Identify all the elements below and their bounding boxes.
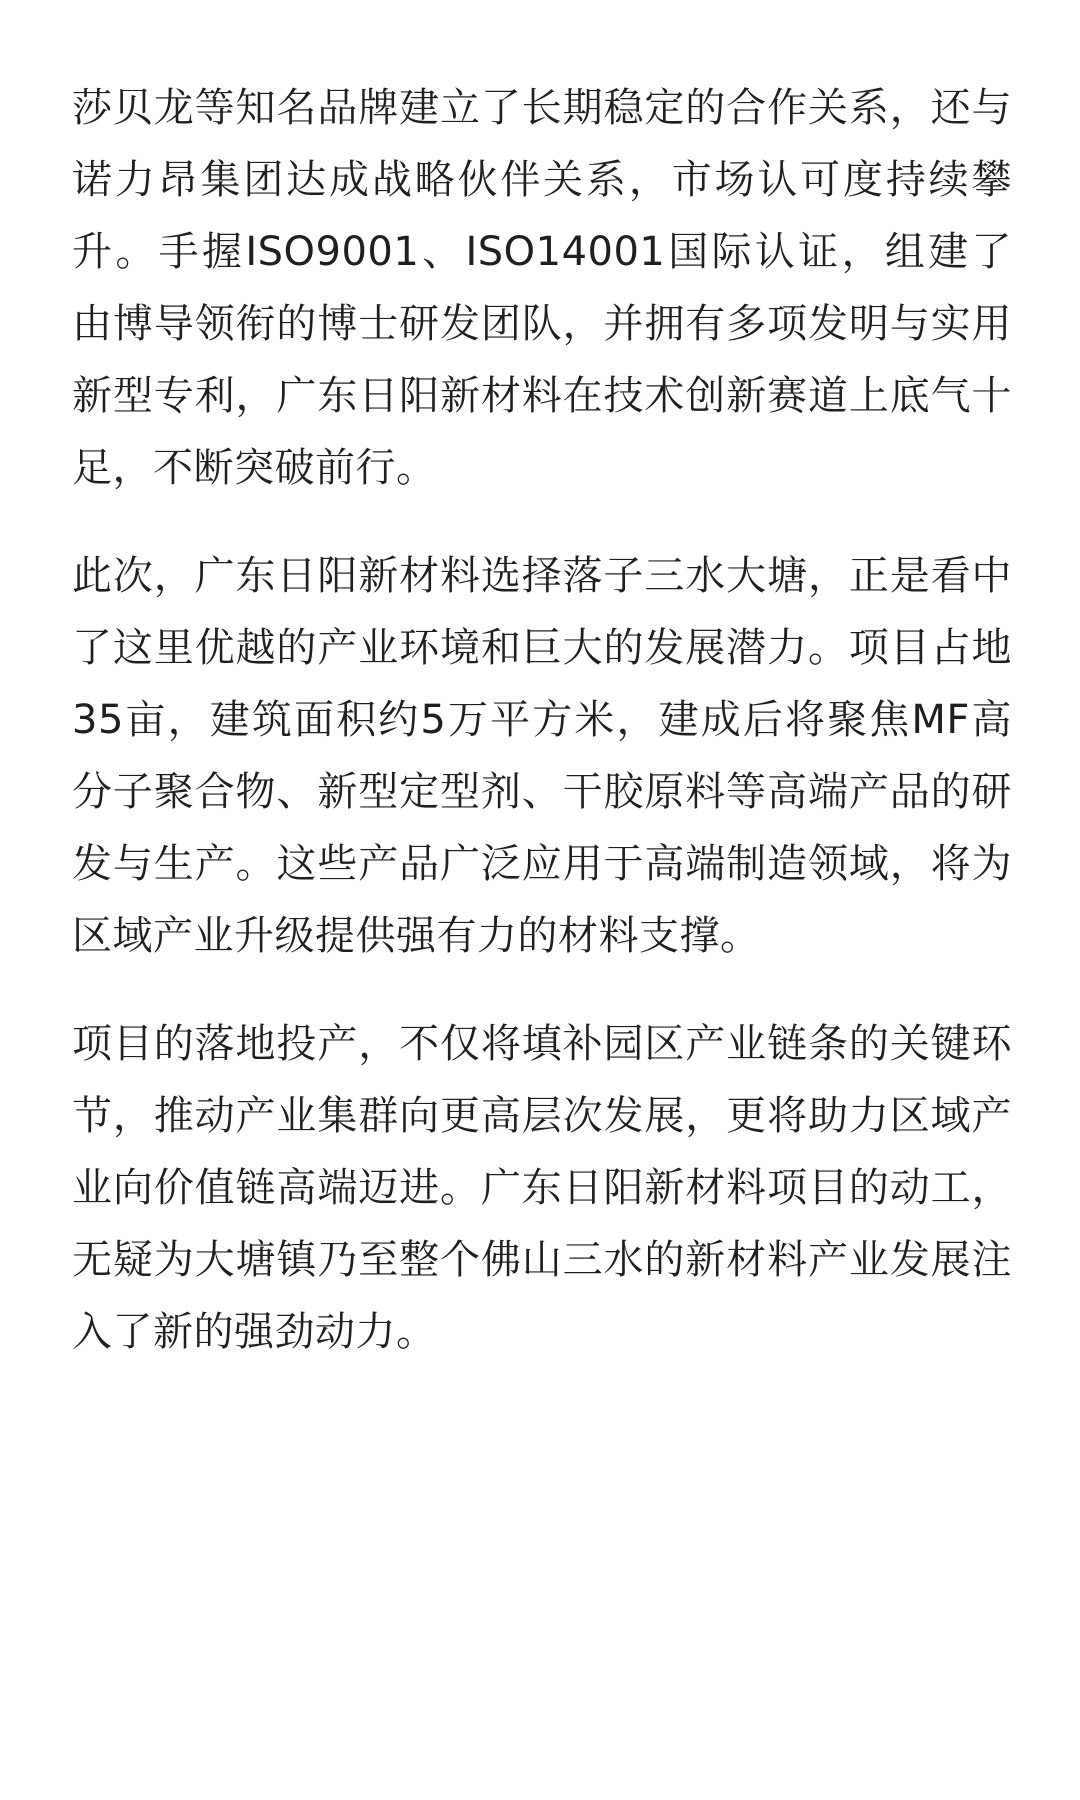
article-body [72,72,1012,1404]
paragraph-2: 此次，广东日阳新材料选择落子三水大塘，正是看中了这里优越的产业环境和巨大的发展潜力。项目占地35亩，建筑面积约5万平方米，建成后将聚焦MF高分子聚合物、新型定型剂、干胶原料等高端产品的研发与生产。这些产品广泛应用于高端制造领域，将为区域产业升级提供强有力的材料支撑。 [72,553,1012,959]
paragraph-3: 项目的落地投产，不仅将填补园区产业链条的关键环节，推动产业集群向更高层次发展，更将助力区域产业向价值链高端迈进。广东日阳新材料项目的动工，无疑为大塘镇乃至整个佛山三水的新材料产业发展注入了新的强劲动力。 [72,1021,1012,1355]
paragraph-1: 莎贝龙等知名品牌建立了长期稳定的合作关系，还与诺力昂集团达成战略伙伴关系，市场认可度持续攀升。手握ISO9001、ISO14001国际认证，组建了由博导领衔的博士研发团队，并拥有多项发明与实用新型专利，广东日阳新材料在技术创新赛道上底气十足，不断突破前行。 [72,85,1012,491]
